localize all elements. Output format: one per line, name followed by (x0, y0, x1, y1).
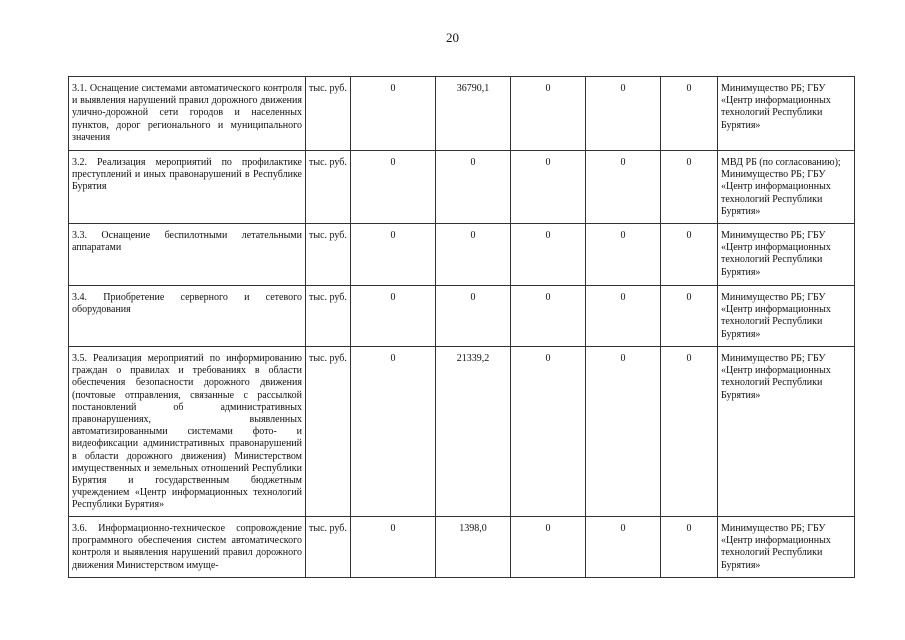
measure-responsible: Минимущество РБ; ГБУ «Центр информационных технологий Республики Бурятия» (718, 224, 855, 286)
measure-value: 0 (661, 347, 718, 517)
measure-value: 0 (661, 517, 718, 578)
measure-description: 3.6. Информационно-техническое сопровождение программного обеспечения систем автоматического контроля и выявления нарушений правил дорожного движения Министерством имуще- (69, 517, 306, 578)
measure-description: 3.2. Реализация мероприятий по профилактике преступлений и иных правонарушений в Республике Бурятия (69, 151, 306, 224)
table-row (69, 347, 855, 517)
measure-value: 0 (436, 224, 511, 286)
measure-value: 0 (511, 77, 586, 151)
measure-value: 0 (586, 517, 661, 578)
table-row (69, 286, 855, 347)
measure-responsible: МВД РБ (по согласованию); Минимущество РБ; ГБУ «Центр информационных технологий Республики Бурятия» (718, 151, 855, 224)
measure-unit: тыс. руб. (306, 286, 351, 347)
measure-value: 1398,0 (436, 517, 511, 578)
measure-value: 21339,2 (436, 347, 511, 517)
measure-value: 0 (351, 151, 436, 224)
measure-description: 3.3. Оснащение беспилотными летательными аппаратами (69, 224, 306, 286)
page-number: 20 (446, 30, 459, 45)
table-row (69, 77, 855, 151)
measure-value: 0 (511, 151, 586, 224)
measure-unit: тыс. руб. (306, 517, 351, 578)
measure-value: 0 (586, 347, 661, 517)
table-row (69, 224, 855, 286)
measure-value: 0 (586, 151, 661, 224)
measure-value: 0 (661, 151, 718, 224)
measure-value: 0 (511, 224, 586, 286)
measure-value: 0 (511, 517, 586, 578)
measure-value: 0 (661, 286, 718, 347)
measure-value: 36790,1 (436, 77, 511, 151)
measure-value: 0 (436, 286, 511, 347)
measure-value: 0 (661, 224, 718, 286)
measure-description: 3.1. Оснащение системами автоматического контроля и выявления нарушений правил дорожного движения улично-дорожной сети городов и населенных пунктов, дорог регионального и муниципального значения (69, 77, 306, 151)
table-row (69, 517, 855, 578)
measure-responsible: Минимущество РБ; ГБУ «Центр информационных технологий Республики Бурятия» (718, 77, 855, 151)
measure-value: 0 (661, 77, 718, 151)
measure-unit: тыс. руб. (306, 224, 351, 286)
measure-unit: тыс. руб. (306, 77, 351, 151)
table-row (69, 151, 855, 224)
measure-responsible: Минимущество РБ; ГБУ «Центр информационных технологий Республики Бурятия» (718, 347, 855, 517)
measure-description: 3.4. Приобретение серверного и сетевого оборудования (69, 286, 306, 347)
measure-value: 0 (586, 77, 661, 151)
measure-value: 0 (351, 224, 436, 286)
measure-value: 0 (351, 286, 436, 347)
measure-value: 0 (511, 347, 586, 517)
measure-value: 0 (351, 77, 436, 151)
measure-unit: тыс. руб. (306, 151, 351, 224)
measure-value: 0 (351, 517, 436, 578)
measure-value: 0 (511, 286, 586, 347)
measure-description: 3.5. Реализация мероприятий по информированию граждан о правилах и требованиях в области обеспечения безопасности дорожного движения (почтовые отправления, связанные с рассылкой постановлений об административных правонарушениях, выявленных автоматизированными системами фото- и видеофиксации административных правонарушений в области дорожного движения) Министерством имущественных и земельных отношений Республики Бурятия и государственным бюджетным учреждением «Центр информационных технологий Республики Бурятия» (69, 347, 306, 517)
measure-value: 0 (586, 224, 661, 286)
measure-value: 0 (351, 347, 436, 517)
measure-unit: тыс. руб. (306, 347, 351, 517)
program-measures-table (68, 76, 855, 578)
measure-value: 0 (586, 286, 661, 347)
measure-responsible: Минимущество РБ; ГБУ «Центр информационных технологий Республики Бурятия» (718, 517, 855, 578)
measure-responsible: Минимущество РБ; ГБУ «Центр информационных технологий Республики Бурятия» (718, 286, 855, 347)
measure-value: 0 (436, 151, 511, 224)
